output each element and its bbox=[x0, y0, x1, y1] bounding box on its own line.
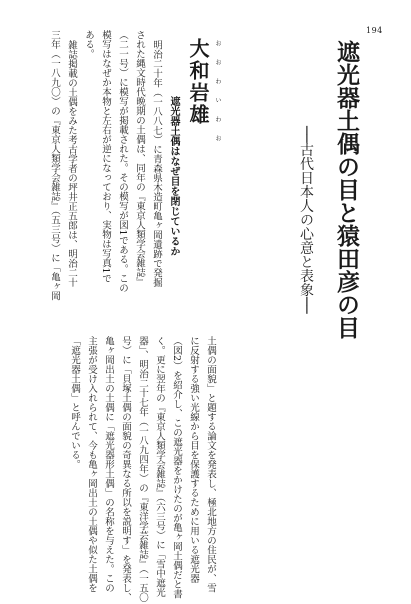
article-title: 遮光器土偶の目と猿田彦の目 bbox=[333, 40, 360, 339]
text-column: 主張が受け入れられて、今も亀ヶ岡出土の土偶や似た土偶を bbox=[86, 336, 97, 593]
author-name-ruby: おおわいわお bbox=[214, 40, 221, 154]
text-column: 亀ヶ岡出土の土偶に「遮光器形土偶」の名称を与えた。この bbox=[103, 336, 114, 593]
text-column: （図2）を紹介し、この遮光器をかけたのが亀ヶ岡土偶だと書 bbox=[171, 336, 182, 599]
text-column: に反射する強い光線から目を保護するために用いる遮光器 bbox=[188, 336, 199, 583]
text-column: 雑誌掲載の土偶をみた考古学者の坪井正五郎は、明治二十 bbox=[66, 40, 77, 287]
text-column: く。更に翌年の『東京人類学会雑誌』（六三号）に「雪中遮光 bbox=[154, 336, 165, 598]
text-column: された縄文時代晩期の土偶は、同年の『東京人類学会雑誌』 bbox=[134, 30, 145, 287]
text-column: （二一号）に模写が掲載された。その模写が図1である。この bbox=[117, 30, 128, 293]
text-column: ある。 bbox=[83, 30, 94, 59]
article-subtitle: ──古代日本人の心意と表象── bbox=[298, 126, 314, 314]
text-column: 「遮光器土偶」と呼んでいる。 bbox=[69, 336, 80, 469]
section-heading: 遮光器土偶はなぜ目を閉じているか bbox=[168, 96, 179, 256]
text-column: 器」、明治二十七年（一八九四年）の『東洋学芸雑誌』（一五〇 bbox=[137, 336, 148, 602]
text-column: 模写はなぜか本物と左右が逆になっており、実物は写真1で bbox=[100, 30, 111, 284]
text-column: 明治二十年（一八八七）に青森県木造町亀ヶ岡遺跡で発掘 bbox=[151, 40, 162, 287]
author-name: 大和岩雄 bbox=[186, 38, 210, 126]
text-column: 土偶の面貌」と題する論文を発表し、極北地方の住民が、雪 bbox=[205, 336, 216, 593]
page-number: 194 bbox=[366, 26, 383, 35]
text-column: 三年（一八九〇）の『東京人類学会雑誌』（五三号）に「亀ヶ岡 bbox=[49, 30, 60, 301]
text-column: 号）に「貝塚土偶の面貌の奇異なる所以を説明す」を発表し、 bbox=[120, 336, 131, 602]
